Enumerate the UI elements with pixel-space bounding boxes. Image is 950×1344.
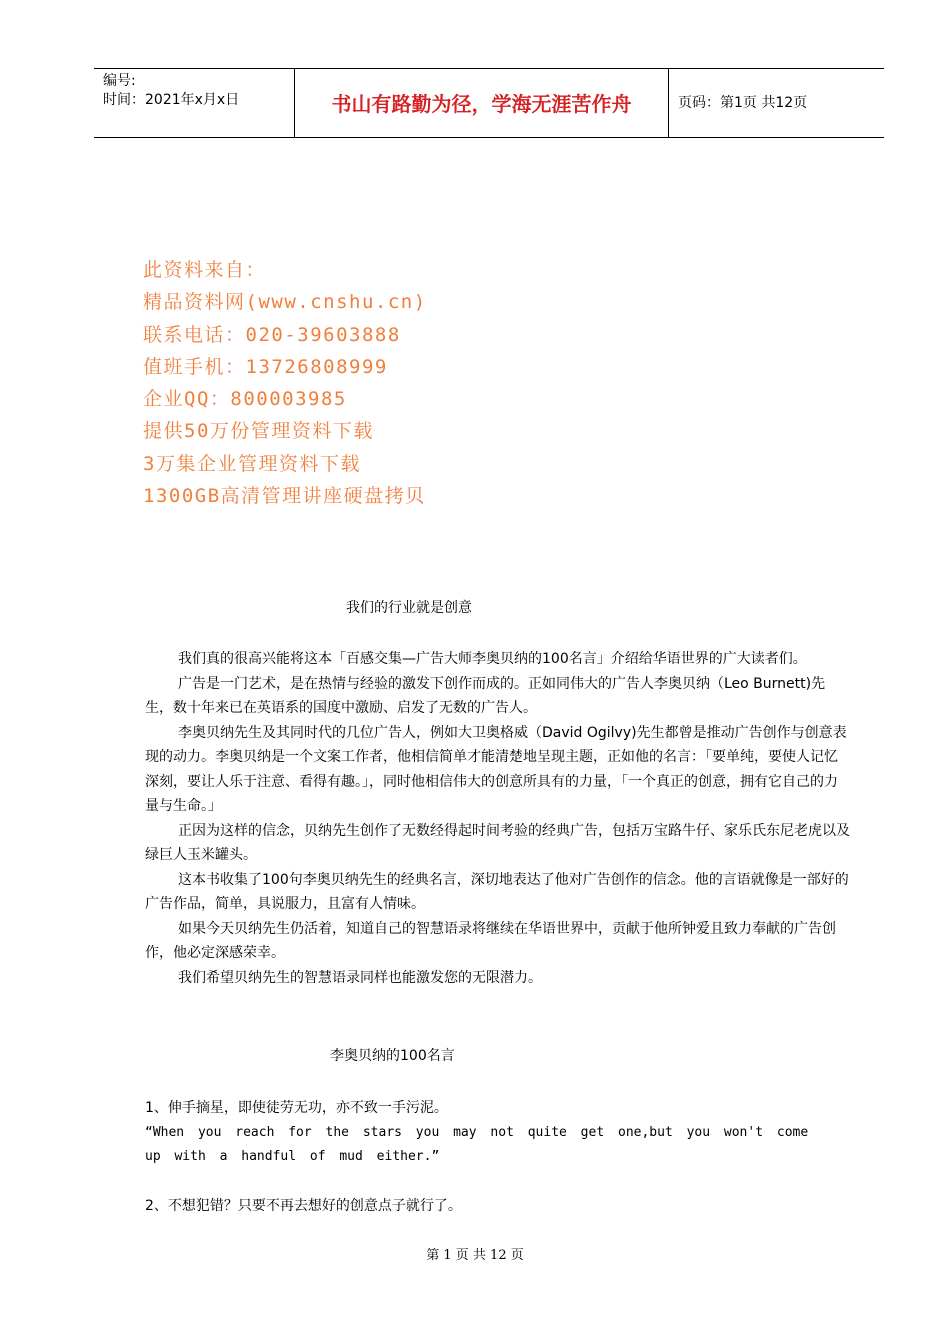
time-label: 时间：2021年x月x日 <box>103 92 240 108</box>
quote-cn: 2、不想犯错？只要不再去想好的创意点子就行了。 <box>145 1197 462 1214</box>
header-page-cell <box>668 69 884 137</box>
promo-line: 联系电话：020-39603888 <box>143 323 401 346</box>
paragraph: 广告是一门艺术，是在热情与经验的激发下创作而成的。正如同伟大的广告人李奥贝纳（Leo Burnett)先生，数十年来已在英语系的国度中激励、启发了无数的广告人。 <box>145 675 826 716</box>
paragraph: 我们希望贝纳先生的智慧语录同样也能激发您的无限潜力。 <box>178 969 542 986</box>
section1-body <box>145 647 850 990</box>
promo-block <box>143 254 427 512</box>
serial-label: 编号: <box>103 73 136 89</box>
promo-line: 3万集企业管理资料下载 <box>143 452 361 475</box>
paragraph: 我们真的很高兴能将这本「百感交集—广告大师李奥贝纳的100名言」介绍给华语世界的广大读者们。 <box>178 651 807 667</box>
quotes-list <box>145 1096 835 1218</box>
promo-line: 企业QQ：800003985 <box>143 388 347 411</box>
section1-title: 我们的行业就是创意 <box>346 600 472 616</box>
promo-line: 1300GB高清管理讲座硬盘拷贝 <box>143 485 426 508</box>
header-meta-cell <box>94 69 294 137</box>
header-motto-cell <box>294 69 669 137</box>
quote-cn: 1、伸手摘星，即使徒劳无功，亦不致一手污泥。 <box>145 1100 448 1116</box>
promo-line: 提供50万份管理资料下载 <box>143 420 374 443</box>
paragraph: 李奥贝纳先生及其同时代的几位广告人，例如大卫奥格威（David Ogilvy)先生都曾是推动广告创作与创意表现的动力。李奥贝纳是一个文案工作者，他相信简单才能清楚地呈现主题，正如他的名言：「要单纯，要使人记忆深刻，要让人乐于注意、看得有趣。」，同时他相信伟大的创意所具有的力量，「一个真正的创意，拥有它自己的力量与生命。」 <box>145 724 847 814</box>
page-footer: 第 1 页 共 12 页 <box>426 1248 524 1263</box>
promo-line: 此资料来自： <box>143 259 267 281</box>
header-page-info: 页码：第1页 共12页 <box>678 95 808 111</box>
page-header <box>94 68 884 138</box>
quote-en: “When you reach for the stars you may not quite get one,but you won't come up with a handful of mud either.” <box>145 1124 809 1164</box>
header-motto: 书山有路勤为径，学海无涯苦作舟 <box>331 92 632 116</box>
paragraph: 正因为这样的信念，贝纳先生创作了无数经得起时间考验的经典广告，包括万宝路牛仔、家乐氏东尼老虎以及绿巨人玉米罐头。 <box>145 822 850 863</box>
promo-line: 精品资料网(www.cnshu.cn) <box>143 291 427 314</box>
section2-title: 李奥贝纳的100名言 <box>330 1048 455 1064</box>
paragraph: 如果今天贝纳先生仍活着，知道自己的智慧语录将继续在华语世界中，贡献于他所钟爱且致力奉献的广告创作，他必定深感荣幸。 <box>145 920 836 961</box>
paragraph: 这本书收集了100句李奥贝纳先生的经典名言，深切地表达了他对广告创作的信念。他的言语就像是一部好的广告作品，简单，具说服力，且富有人情味。 <box>145 871 849 912</box>
promo-line: 值班手机：13726808999 <box>143 355 388 378</box>
